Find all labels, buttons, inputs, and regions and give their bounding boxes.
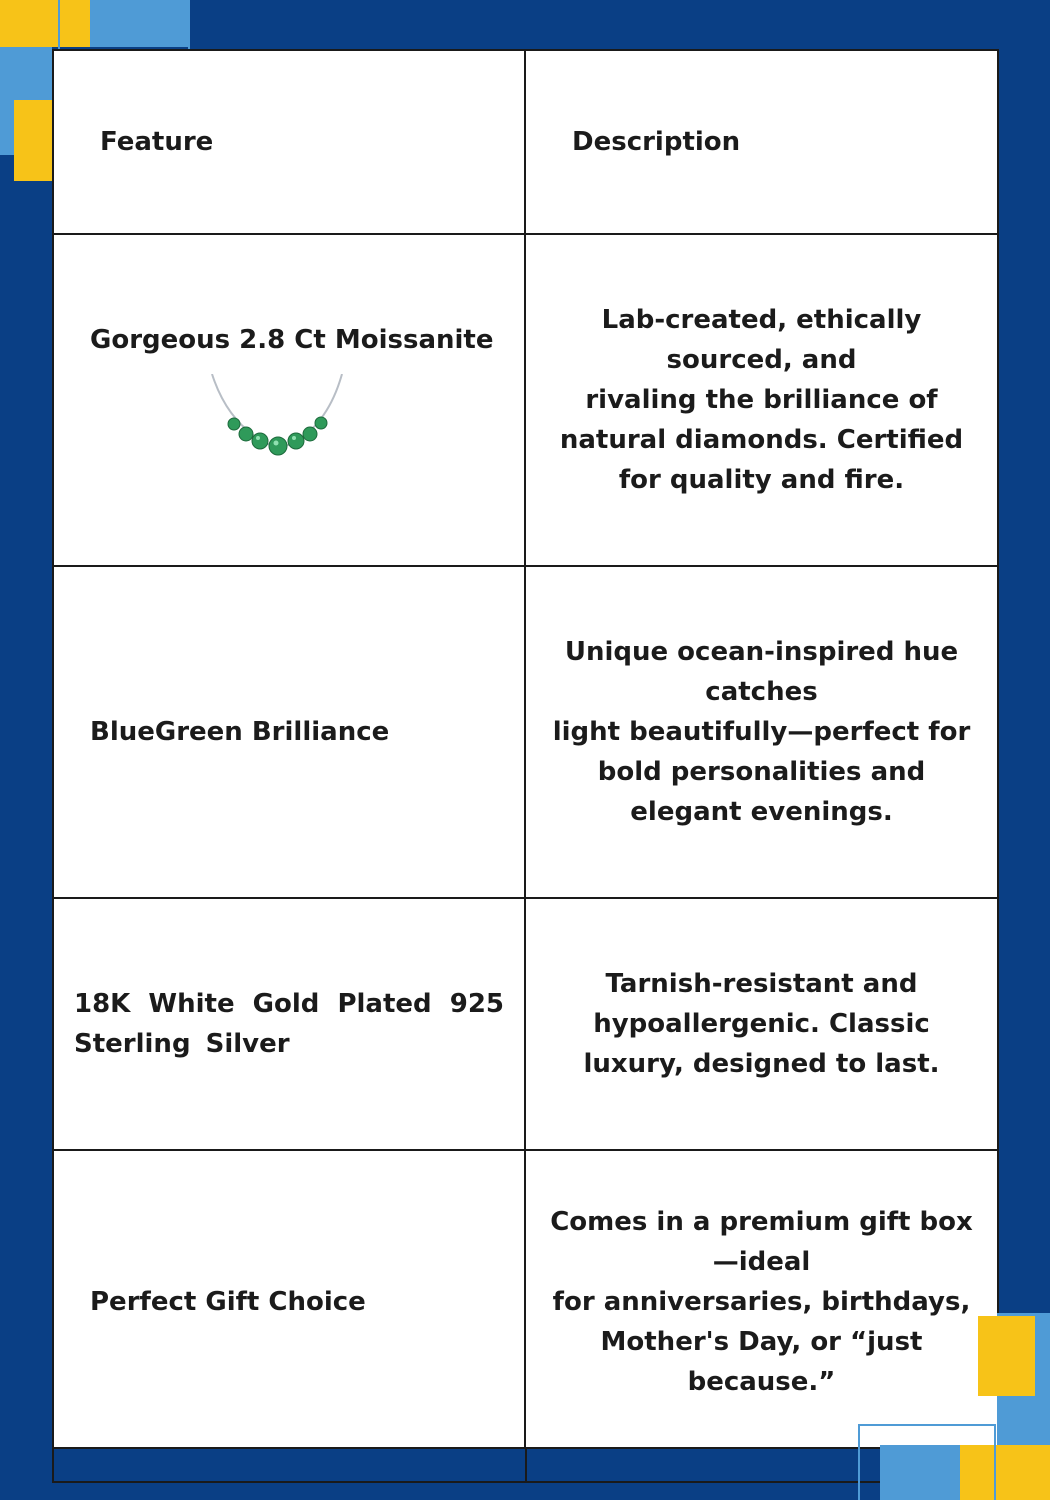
- description-cell: [525, 898, 998, 1150]
- description-line: Comes in a premium gift box: [550, 1207, 973, 1237]
- description-line: Unique ocean-inspired hue: [564, 637, 959, 667]
- description-line: hypoallergenic. Classic: [593, 1009, 930, 1039]
- description-line: because.”: [687, 1367, 836, 1397]
- feature-cell: [53, 234, 525, 566]
- description-line: natural diamonds. Certified: [559, 425, 964, 455]
- table-header-row: [53, 50, 998, 234]
- description-line: —ideal: [712, 1247, 811, 1277]
- description-line: Mother's Day, or “just: [600, 1327, 923, 1357]
- description-line: Tarnish-resistant and: [605, 969, 918, 999]
- header-description: Description: [525, 50, 998, 234]
- description-line: luxury, designed to last.: [583, 1049, 940, 1079]
- description-line: for quality and fire.: [618, 465, 905, 495]
- table-row: [53, 1150, 998, 1454]
- necklace-icon: [208, 374, 346, 480]
- feature-label: Perfect Gift Choice: [90, 1287, 366, 1317]
- table-row: [53, 234, 998, 566]
- feature-label: Gorgeous 2.8 Ct Moissanite: [90, 325, 494, 355]
- description-line: for anniversaries, birthdays,: [552, 1287, 971, 1317]
- description-cell: [525, 234, 998, 566]
- column-divider: [525, 1449, 527, 1481]
- feature-label: 18K White Gold Plated 925 Sterling Silver: [74, 989, 504, 1059]
- table-bottom-band: [52, 1447, 997, 1483]
- description-line: Lab-created, ethically: [601, 305, 922, 335]
- feature-cell: [53, 898, 525, 1150]
- description-line: bold personalities and: [597, 757, 926, 787]
- deco-yellow-bar-right: [978, 1316, 1035, 1396]
- description-cell: [525, 566, 998, 898]
- table-row: [53, 566, 998, 898]
- description-line: sourced, and: [666, 345, 857, 375]
- header-feature: Feature: [53, 50, 525, 234]
- feature-label: BlueGreen Brilliance: [90, 717, 390, 747]
- feature-cell: [53, 566, 525, 898]
- description-cell: [525, 1150, 998, 1454]
- description-line: elegant evenings.: [630, 797, 893, 827]
- deco-outline-bottom-right: [858, 1424, 996, 1500]
- feature-cell: [53, 1150, 525, 1454]
- table-row: [53, 898, 998, 1150]
- description-line: catches: [705, 677, 818, 707]
- description-line: light beautifully—perfect for: [552, 717, 971, 747]
- feature-table: [52, 49, 999, 1455]
- description-line: rivaling the brilliance of: [585, 385, 938, 415]
